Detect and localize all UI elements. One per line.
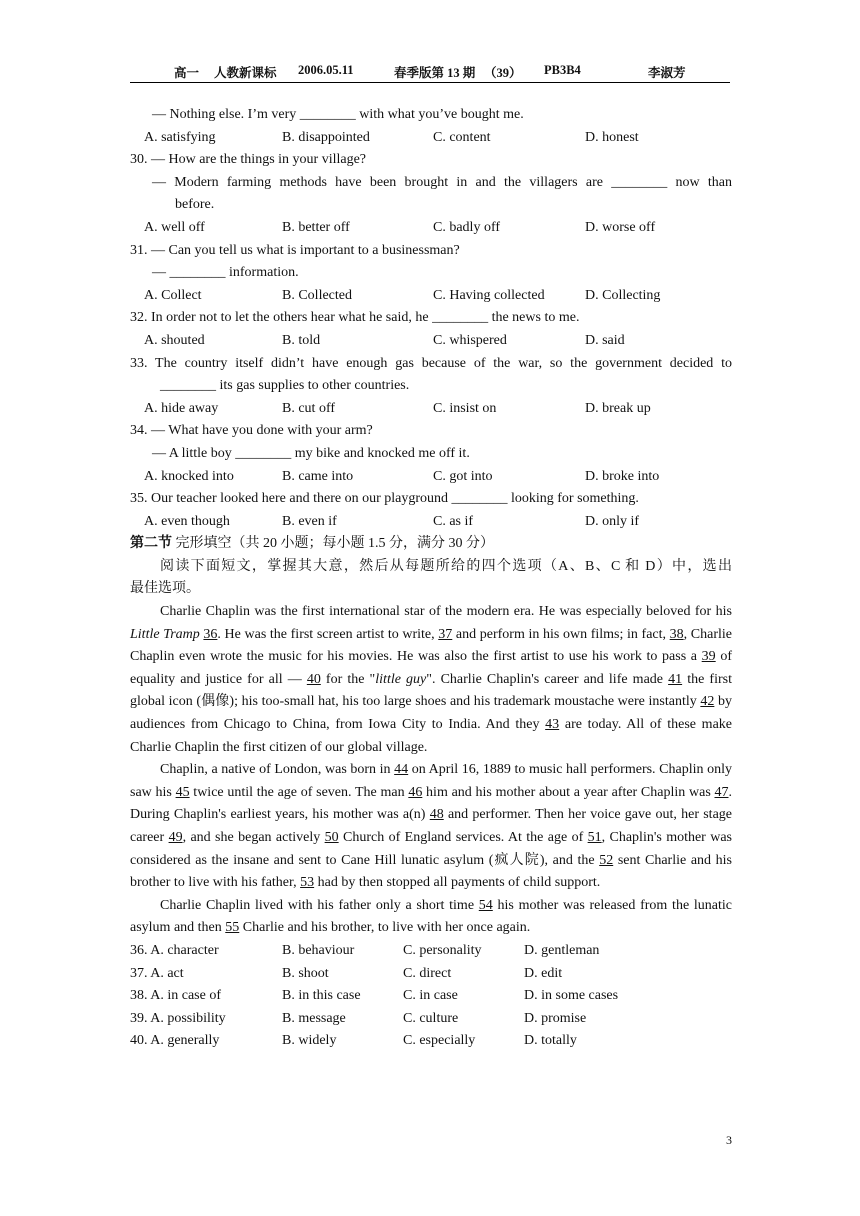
- option-row: [130, 127, 732, 150]
- blank-number: 53: [300, 875, 315, 891]
- cloze-option-row: [130, 963, 732, 986]
- option: 39. A. possibility: [130, 1010, 226, 1026]
- option: B. cut off: [282, 400, 336, 416]
- instruction-line: 阅读下面短文，掌握其大意，然后从每题所给的四个选项（A、B、C 和 D）中，选出: [160, 558, 732, 574]
- option: B. came into: [282, 468, 354, 484]
- blank-number: 40: [306, 671, 321, 687]
- option: A. well off: [144, 219, 205, 235]
- question-line: 32. In order not to let the others hear what he said, he ________ the news to me.: [130, 310, 580, 326]
- option: B. better off: [282, 219, 350, 235]
- question-line: ________ its gas supplies to other countries.: [160, 378, 410, 394]
- option: B. message: [282, 1010, 346, 1026]
- option-row: [130, 217, 732, 240]
- header-code: PB3B4: [544, 63, 581, 77]
- option: D. promise: [524, 1010, 587, 1026]
- option: D. Collecting: [585, 287, 661, 303]
- option: B. told: [282, 332, 321, 348]
- passage-paragraph: Charlie Chaplin lived with his father only a short time 54 his mother was released from the lunatic asylum and then 55 Charlie and his brother, to live with her once again.: [130, 897, 732, 936]
- option: B. even if: [282, 513, 337, 529]
- option: A. even though: [144, 513, 230, 529]
- option: B. behaviour: [282, 942, 355, 958]
- option: D. worse off: [585, 219, 656, 235]
- option: C. especially: [403, 1033, 476, 1049]
- question-line: 30. — How are the things in your village?: [130, 152, 367, 168]
- option-row: [130, 330, 732, 353]
- blank-number: 44: [394, 762, 409, 778]
- option: B. in this case: [282, 988, 361, 1004]
- passage-paragraph: Chaplin, a native of London, was born in 44 on April 16, 1889 to music hall performers. Chaplin only saw his 45 twice until the age of seven. The man 46 him and his mother about a year after Chaplin was 47. During Chaplin's earliest years, his mother was a(n) 48 and performer. Then her voice gave out, her stage career 49, and she began actively 50 Church of England services. At the age of 51, Chaplin's mother was considered as the insane and sent to Cane Hill lunatic asylum (疯人院), and the 52 sent Charlie and his brother to live with his father, 53 had by then stopped all payments of child support.: [130, 762, 733, 891]
- question-line: 31. — Can you tell us what is important to a businessman?: [130, 242, 460, 258]
- option: D. broke into: [585, 468, 660, 484]
- cloze-option-row: [130, 1008, 732, 1031]
- blank-number: 39: [701, 649, 716, 665]
- option: B. Collected: [282, 287, 352, 303]
- italic-title: Little Tramp: [130, 626, 200, 642]
- option: C. personality: [403, 942, 482, 958]
- blank-number: 37: [438, 626, 453, 642]
- option: A. satisfying: [144, 129, 216, 145]
- option: C. in case: [403, 988, 458, 1004]
- blank-number: 49: [168, 830, 183, 845]
- option: B. widely: [282, 1033, 337, 1049]
- header-author: 李淑芳: [648, 66, 686, 80]
- option: C. got into: [433, 468, 493, 484]
- question-line: 33. The country itself didn’t have enough gas because of the war, so the government decided to: [130, 355, 732, 371]
- blank-number: 36: [203, 626, 218, 642]
- option: A. hide away: [144, 400, 219, 416]
- question-line: — ________ information.: [152, 265, 299, 281]
- option: 37. A. act: [130, 965, 184, 981]
- instruction-line: 最佳选项。: [130, 581, 200, 597]
- blank-number: 38: [669, 626, 684, 642]
- option: D. honest: [585, 129, 639, 145]
- option: C. Having collected: [433, 287, 545, 303]
- option-row: [130, 466, 732, 489]
- page-content: [130, 104, 732, 1053]
- option: C. whispered: [433, 332, 507, 348]
- question-line: — A little boy ________ my bike and knocked me off it.: [152, 445, 470, 461]
- question-line: before.: [175, 197, 215, 213]
- question-line: — Nothing else. I’m very ________ with what you’ve bought me.: [152, 107, 524, 122]
- header-issue: 春季版第 13 期: [394, 66, 476, 80]
- option: D. totally: [524, 1033, 577, 1049]
- option: C. as if: [433, 513, 474, 529]
- cloze-option-row: [130, 985, 732, 1008]
- blank-number: 48: [429, 807, 444, 823]
- question-line: — Modern farming methods have been brought in and the villagers are ________ now than: [152, 174, 732, 190]
- option-row: [130, 285, 732, 308]
- page-number: 3: [726, 1133, 732, 1147]
- header-date: 2006.05.11: [298, 63, 354, 77]
- blank-number: 52: [599, 852, 614, 868]
- option: 36. A. character: [130, 942, 219, 958]
- option: D. gentleman: [524, 942, 600, 958]
- option-row: [130, 398, 732, 421]
- blank-number: 47: [714, 784, 729, 800]
- question-line: 34. — What have you done with your arm?: [130, 423, 373, 439]
- option: C. badly off: [433, 219, 501, 235]
- page-header: [130, 60, 730, 83]
- blank-number: 43: [545, 717, 560, 733]
- option: C. culture: [403, 1010, 459, 1026]
- option: D. said: [585, 332, 625, 348]
- option: D. in some cases: [524, 988, 619, 1004]
- option: C. content: [433, 129, 491, 145]
- italic-title: little guy: [375, 671, 427, 687]
- question-line: 35. Our teacher looked here and there on our playground ________ looking for something.: [130, 491, 639, 507]
- option: D. break up: [585, 400, 651, 416]
- option: D. only if: [585, 513, 640, 529]
- option: A. shouted: [144, 332, 205, 348]
- option: B. disappointed: [282, 129, 370, 145]
- option: D. edit: [524, 965, 563, 981]
- option: 38. A. in case of: [130, 988, 221, 1004]
- option: C. insist on: [433, 400, 497, 416]
- header-grade: 高一: [174, 66, 200, 80]
- blank-number: 51: [587, 830, 602, 845]
- cloze-option-row: [130, 1030, 732, 1053]
- blank-number: 41: [668, 671, 683, 687]
- passage-paragraph: Charlie Chaplin was the first international star of the modern era. He was especially beloved for his Little Tramp 36. He was the first screen artist to write, 37 and perform in his own films; in fact, 38, Charlie Chaplin even wrote the music for his movies. He was also the first artist to use his work to pass a 39 of equality and justice for all — 40 for the "little guy". Charlie Chaplin's career and life made 41 the first global icon (偶像); his too-small hat, his too large shoes and his trademark moustache were instantly 42 by audiences from Chicago to China, from Iowa City to India. And they 43 are today. All of these make Charlie Chaplin the first citizen of our global village.: [130, 604, 732, 755]
- header-num: （39）: [484, 66, 522, 80]
- option: B. shoot: [282, 965, 329, 981]
- blank-number: 54: [478, 897, 493, 913]
- blank-number: 50: [324, 830, 339, 845]
- option: 40. A. generally: [130, 1033, 220, 1049]
- blank-number: 46: [408, 784, 423, 800]
- option-row: [130, 511, 732, 534]
- cloze-option-row: [130, 940, 732, 963]
- section-label: 第二节: [130, 536, 172, 552]
- header-textbook: 人教新课标: [214, 66, 277, 80]
- option: C. direct: [403, 965, 452, 981]
- blank-number: 45: [175, 784, 190, 800]
- section-title: [130, 533, 732, 556]
- section-heading: 完形填空（共 20 小题；每小题 1.5 分，满分 30 分）: [175, 536, 494, 552]
- option: A. Collect: [144, 287, 202, 303]
- option: A. knocked into: [144, 468, 234, 484]
- blank-number: 55: [225, 920, 240, 936]
- blank-number: 42: [700, 694, 715, 710]
